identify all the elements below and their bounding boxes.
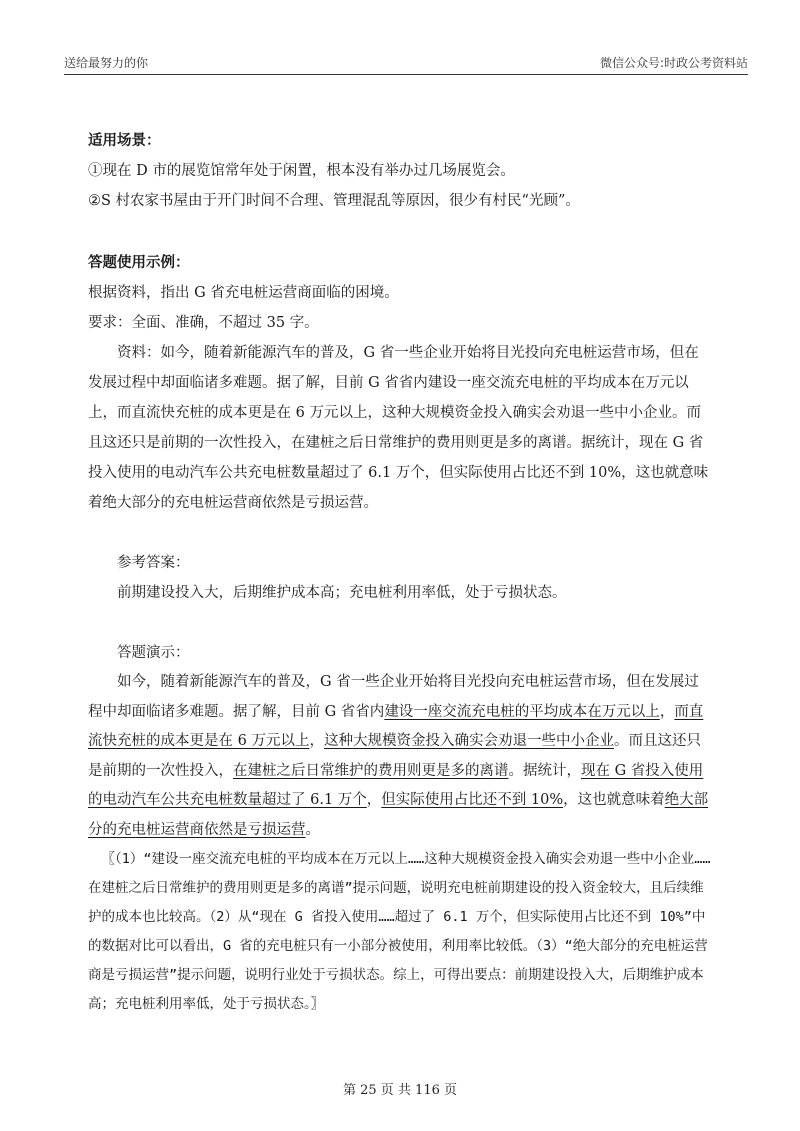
demo-text-segment: ，这也就意味着: [563, 792, 665, 808]
demo-text-segment: 。而且这还只是前期的一次性投入，: [88, 733, 701, 779]
example-material: 资料：如今，随着新能源汽车的普及，G 省一些企业开始将目光投向充电桩运营市场，但在发展过程中却面临诸多难题。据了解，目前 G 省省内建设一座交流充电桩的平均成本在万元以上，而直流快充桩的成本更是在 6 万元以上，这种大规模资金投入确实会劝退一些中小企业。而且这还只是前期的一次性投入，在建桩之后日常维护的费用则更是多的离谱。据统计，现在 G 省投入使用的电动汽车公共充电桩数量超过了 6.1 万个，但实际使用占比还不到 10%，这也就意味着绝大部分的充电桩运营商依然是亏损运营。: [88, 345, 709, 511]
example-heading: 答题使用示例：: [88, 255, 190, 271]
page-body: [88, 126, 712, 1019]
scenario-item-2: ②S 村农家书屋由于开门时间不合理、管理混乱等原因，很少有村民“光顾”。: [88, 193, 580, 209]
example-question: 根据资料，指出 G 省充电桩运营商面临的困境。: [88, 285, 399, 301]
demo-text-segment: ，: [309, 733, 324, 749]
underlined-key-phrase: 而直流快充桩的成本更是在 6 万元以上: [88, 703, 704, 749]
page-number: 第 25 页 共 116 页: [342, 1083, 458, 1098]
demo-text-segment: 。: [305, 821, 320, 838]
page-header: [64, 52, 748, 75]
demo-heading: 答题演示：: [117, 645, 190, 661]
underlined-key-phrase: 在建桩之后日常维护的费用则更是多的离谱: [233, 762, 509, 779]
underlined-key-phrase: 这种大规模资金投入确实会劝退一些中小企业: [323, 733, 614, 749]
scenario-heading: 适用场景：: [88, 133, 161, 149]
answer-heading: 参考答案：: [117, 555, 190, 571]
scenario-item-1: ①现在 D 市的展览馆常年处于闲置，根本没有举办过几场展览会。: [88, 163, 515, 179]
demo-text-segment: ，: [366, 792, 382, 808]
demo-paragraph: [88, 668, 712, 845]
underlined-key-phrase: 建设一座交流充电桩的平均成本在万元以上: [384, 703, 660, 720]
underlined-key-phrase: 绝大部分的充电桩运营商依然是亏损运营: [88, 792, 709, 838]
demo-text-segment: ，: [659, 703, 675, 720]
example-requirement: 要求：全面、准确，不超过 35 字。: [88, 315, 319, 331]
header-wechat-account: 微信公众号:时政公考资料站: [599, 56, 748, 70]
demo-analysis: 〖（1）“建设一座交流充电桩的平均成本在万元以上……这种大规模资金投入确实会劝退一些中小企业……在建桩之后日常维护的费用则更是多的离谱”提示问题，说明充电桩前期建设的投入资金较大，且后续维护的成本也比较高。（2）从“现在 G 省投入使用……超过了 6.1 万个，但实际使用占比还不到 10%”中的数据对比可以看出，G 省的充电桩只有一小部分被使用，利用率比较低。（3）“绝大部分的充电桩运营商是亏损运营”提示问题，说明行业处于亏损状态。综上，可得出要点：前期建设投入大，后期维护成本高；充电桩利用率低，处于亏损状态。〗: [88, 851, 711, 1012]
answer-text: 前期建设投入大，后期维护成本高；充电桩利用率低，处于亏损状态。: [117, 585, 567, 601]
demo-text-segment: 。据统计，: [508, 762, 581, 779]
header-slogan: 送给最努力的你: [64, 56, 149, 70]
underlined-key-phrase: 现在 G 省投入使用的电动汽车公共充电桩数量超过了 6.1 万个: [88, 762, 704, 808]
underlined-key-phrase: 但实际使用占比还不到 10%: [381, 792, 564, 808]
demo-text-segment: 如今，随着新能源汽车的普及，G 省一些企业开始将目光投向充电桩运营市场，但在发展过程中却面临诸多难题。据了解，目前 G 省省内: [88, 674, 699, 720]
